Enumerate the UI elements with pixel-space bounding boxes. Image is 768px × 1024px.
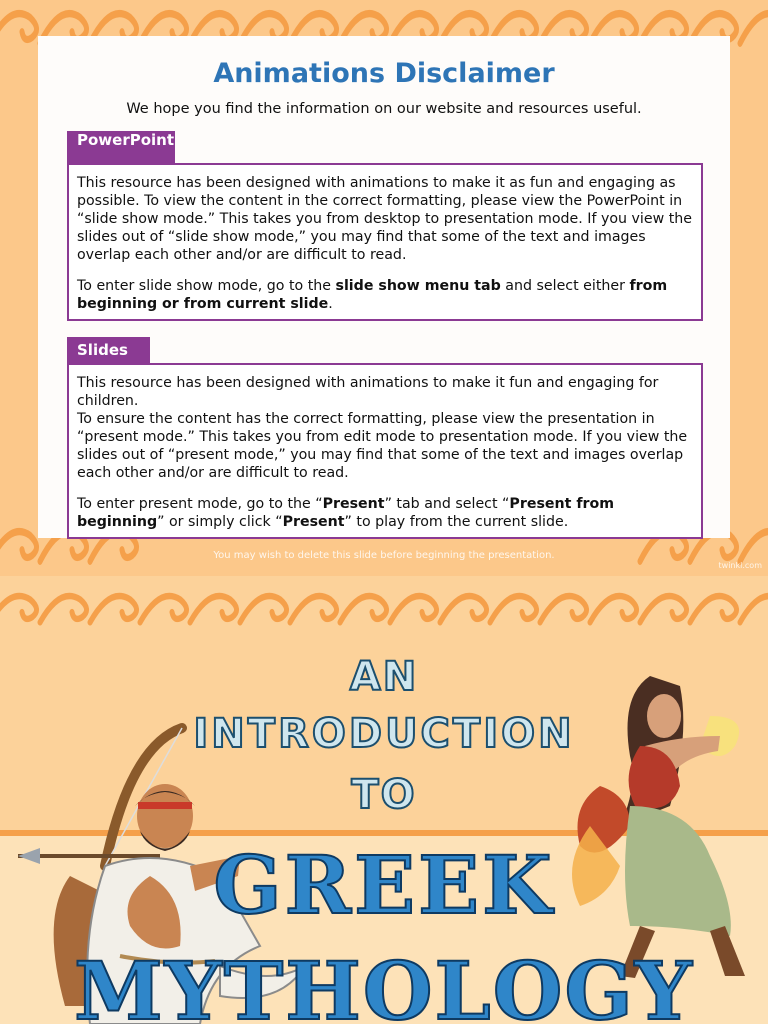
- text-span: .: [328, 296, 333, 312]
- wave-border-title: [0, 584, 768, 630]
- slides-section-label: Slides: [67, 337, 150, 364]
- brand-watermark: twinkl.com: [718, 561, 762, 570]
- page-title: Animations Disclaimer: [213, 58, 555, 89]
- text-span: To ensure the content has the correct formatting, please view the presentation in “present mode.” This takes you from edit mode to presentation mode. If you view the slides out of “present mode,” you may find that some of the text and images overlap each other and/or are difficult to read.: [77, 411, 688, 481]
- text-span: ” or simply click “: [157, 514, 283, 530]
- bold-text: slide show menu tab: [335, 278, 501, 294]
- powerpoint-paragraph-2: [77, 277, 693, 313]
- powerpoint-section-label: PowerPoint: [67, 131, 175, 164]
- title-line-introduction: INTRODUCTION: [193, 711, 575, 757]
- bold-text: from beginning or from current slide: [77, 278, 668, 312]
- text-span: To enter slide show mode, go to the: [77, 278, 336, 294]
- title-line-mythology: MYTHOLOGY: [74, 944, 694, 1024]
- text-span: This resource has been designed with animations to make it fun and engaging for children.: [77, 375, 659, 409]
- text-span: ” tab and select “: [384, 496, 510, 512]
- slides-paragraph-1: [77, 374, 693, 482]
- powerpoint-instructions: [67, 163, 703, 321]
- title-slide: [0, 576, 768, 1024]
- slides-paragraph-2: [77, 495, 693, 531]
- slides-instructions: [67, 363, 703, 539]
- bold-text: Present: [322, 496, 385, 512]
- text-span: ” to play from the current slide.: [344, 514, 569, 530]
- bold-text: Present from beginning: [77, 496, 615, 530]
- text-span: To enter present mode, go to the “: [77, 496, 323, 512]
- title-line-greek: GREEK: [213, 838, 555, 932]
- footnote: You may wish to delete this slide before beginning the presentation.: [213, 550, 555, 561]
- title-line-an: AN: [349, 654, 419, 700]
- bold-text: Present: [282, 514, 345, 530]
- text-span: and select either: [500, 278, 630, 294]
- powerpoint-paragraph-1: This resource has been designed with animations to make it as fun and engaging as possible. To view the content in the correct formatting, please view the PowerPoint in “slide show mode.” This takes you from desktop to presentation mode. If you view the slides out of “slide show mode,” you may find that some of the text and images overlap each other and/or are difficult to read.: [77, 175, 693, 263]
- intro-text: We hope you find the information on our website and resources useful.: [126, 101, 642, 117]
- title-line-to: TO: [351, 772, 417, 818]
